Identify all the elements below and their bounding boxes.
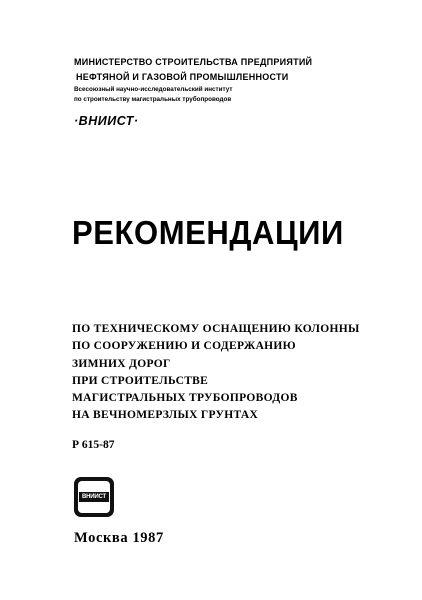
institute-line: Всесоюзный научно-исследовательский институт xyxy=(74,86,233,93)
document-title: РЕКОМЕНДАЦИИ xyxy=(72,214,344,251)
institute-name xyxy=(74,85,232,105)
subtitle-line: НА ВЕЧНОМЕРЗЛЫХ ГРУНТАХ xyxy=(72,409,259,422)
logo-frame xyxy=(78,481,110,513)
subtitle-line: ЗИМНИХ ДОРОГ xyxy=(72,357,171,370)
subtitle-line: ПО СООРУЖЕНИЮ И СОДЕРЖАНИЮ xyxy=(72,340,296,353)
document-subtitle xyxy=(72,321,360,425)
subtitle-line: МАГИСТРАЛЬНЫХ ТРУБОПРОВОДОВ xyxy=(72,392,298,405)
ministry-line: НЕФТЯНОЙ И ГАЗОВОЙ ПРОМЫШЛЕННОСТИ xyxy=(76,72,289,82)
publication-city: Москва xyxy=(74,530,129,546)
subtitle-line: ПРИ СТРОИТЕЛЬСТВЕ xyxy=(72,374,209,387)
subtitle-line: ПО ТЕХНИЧЕСКОМУ ОСНАЩЕНИЮ КОЛОННЫ xyxy=(72,323,360,335)
logo-text: ВНИИСТ xyxy=(79,492,109,502)
publisher-logo xyxy=(74,477,114,517)
institute-line: по строительству магистральных трубопроводов xyxy=(74,96,232,103)
institute-short-name: ·ВНИИСТ· xyxy=(74,114,139,128)
document-code: Р 615-87 xyxy=(72,439,115,451)
publication-place-year xyxy=(74,530,164,547)
ministry-name xyxy=(74,55,312,85)
ministry-line: МИНИСТЕРСТВО СТРОИТЕЛЬСТВА ПРЕДПРИЯТИЙ xyxy=(74,57,313,67)
publication-year: 1987 xyxy=(132,530,164,546)
